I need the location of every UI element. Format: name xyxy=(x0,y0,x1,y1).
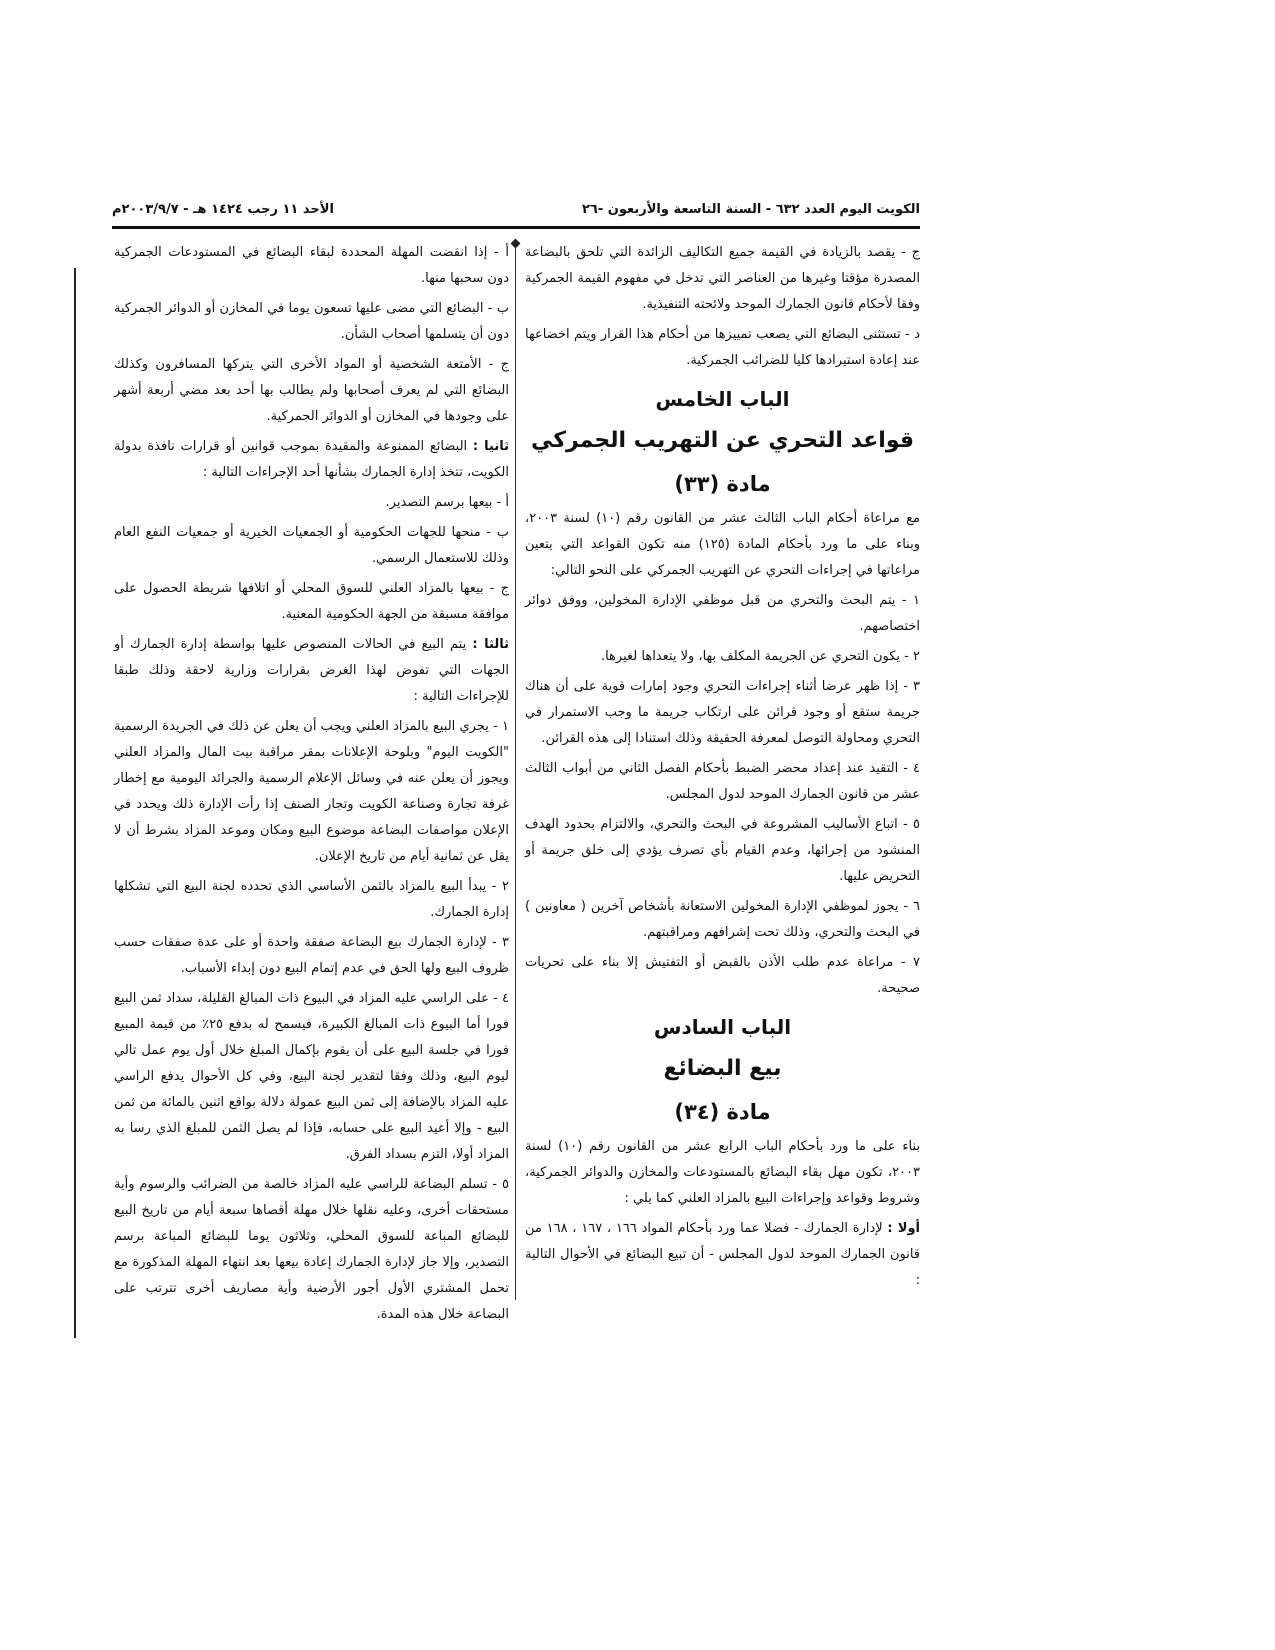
list-item: ٥ - تسلم البضاعة للراسي عليه المزاد خالصة من الضرائب والرسوم وأية مستحقات أخرى، وعليه نقلها خلال مهلة أقصاها سبعة أيام من تاريخ البيع للبضائع المباعة للسوق المحلي، وثلاثون يوما للبضائع المباعة برسم التصدير، وإلا جاز لإدارة الجمارك إعادة بيعها بعد انتهاء المهلة المذكورة مع تحمل المشتري الأول أجور الأرضية وأية مصاريف أخرى تترتب على البضاعة خلال هذه المدة. xyxy=(114,1177,509,1322)
paragraph xyxy=(525,1216,920,1294)
left-column xyxy=(114,240,509,1332)
list-item: ب - منحها للجهات الحكومية أو الجمعيات الخيرية أو جمعيات النفع العام وذلك للاستعمال الرسمي. xyxy=(114,525,509,566)
section-label: ثالثا : xyxy=(472,637,509,652)
right-column xyxy=(525,240,920,1298)
list-item: أ - إذا انقضت المهلة المحددة لبقاء البضائع في المستودعات الجمركية دون سحبها منها. xyxy=(114,245,509,286)
paragraph: بناء على ما ورد بأحكام الباب الرابع عشر من القانون رقم (١٠) لسنة ٢٠٠٣، تكون مهل بقاء البضائع بالمستودعات والمخازن والدوائر الجمركية، وشروط وقواعد وإجراءات البيع بالمزاد العلني كما يلي : xyxy=(525,1139,920,1206)
paragraph xyxy=(114,632,509,710)
section-text: يتم البيع في الحالات المنصوص عليها بواسطة إدارة الجمارك أو الجهات التي تفوض لهذا الغرض بقرارات وزارية لاحقة وذلك طبقا للإجراءات التالية : xyxy=(114,637,509,704)
list-item: أ - بيعها برسم التصدير. xyxy=(385,495,509,510)
paragraph: مع مراعاة أحكام الباب الثالث عشر من القانون رقم (١٠) لسنة ٢٠٠٣، وبناء على ما ورد بأحكام المادة (١٢٥) منه تكون القواعد التي يتعين مراعاتها في إجراءات التحري عن التهريب الجمركي على النحو التالي: xyxy=(525,511,920,578)
list-item: ج - الأمتعة الشخصية أو المواد الأخرى التي يتركها المسافرون وكذلك البضائع التي لم يعرف أصحابها ولم يطالب بها أحد بعد مضي أربعة أشهر على وجودها في المخازن أو الدوائر الجمركية. xyxy=(114,357,509,424)
list-item: ٤ - التقيد عند إعداد محضر الضبط بأحكام الفصل الثاني من أبواب الثالث عشر من قانون الجمارك الموحد لدول المجلس. xyxy=(525,761,920,802)
section-label: أولا : xyxy=(887,1221,920,1236)
scan-edge-line xyxy=(74,268,76,1338)
list-item: ٢ - يكون التحري عن الجريمة المكلف بها، ولا يتعداها لغيرها. xyxy=(600,649,920,664)
list-item: ٣ - إذا ظهر عرضا أثناء إجراءات التحري وجود إمارات قوية على أن هناك جريمة ستقع أو وجود قرائن على ارتكاب جريمة ما وجب الاستمرار في التحري ومحاولة التوصل لمعرفة الحقيقة وذلك استنادا إلى هذه القرائن. xyxy=(525,679,920,746)
paragraph: ج - يقصد بالزيادة في القيمة جميع التكاليف الزائدة التي تلحق بالبضاعة المصدرة مؤقتا وغيرها من العناصر التي تدخل في مفهوم القيمة الجمركية وفقا لأحكام قانون الجمارك الموحد ولائحته التنفيذية. xyxy=(525,245,920,312)
section-text: لإدارة الجمارك - فضلا عما ورد بأحكام المواد ١٦٦ ، ١٦٧ ، ١٦٨ من قانون الجمارك الموحد لدول المجلس - أن تبيع البضائع في الأحوال التالية : xyxy=(525,1221,920,1288)
list-item: ٣ - لإدارة الجمارك بيع البضاعة صفقة واحدة أو على عدة صفقات حسب ظروف البيع ولها الحق في عدم إتمام البيع دون إبداء الأسباب. xyxy=(114,935,509,976)
list-item: ٥ - اتباع الأساليب المشروعة في البحث والتحري، والالتزام بحدود الهدف المنشود من إجرائها، وعدم القيام بأي تصرف يؤدي إلى خلق جريمة أو التحريض عليها. xyxy=(525,817,920,884)
section-text: البضائع الممنوعة والمقيدة بموجب قوانين أو قرارات نافذة بدولة الكويت، تتخذ إدارة الجمارك بشأنها أحد الإجراءات التالية : xyxy=(114,439,509,480)
chapter-heading: الباب السادس xyxy=(653,1015,792,1039)
list-item: ١ - يجري البيع بالمزاد العلني ويجب أن يعلن عن ذلك في الجريدة الرسمية "الكويت اليوم" وبلوحة الإعلانات بمقر مراقبة بيت المال والمزاد العلني ويجوز أن يعلن عنه في وسائل الإعلام الرسمية والجرائد اليومية مع إخطار غرفة تجارة وصناعة الكويت وتجار الصنف إذا رأت الإدارة ذلك ويحدد في الإعلان مواصفات البضاعة موضوع البيع ومكان وموعد المزاد بشرط أن لا يقل عن ثمانية أيام من تاريخ الإعلان. xyxy=(114,719,509,864)
issue-date-line: الأحد ١١ رجب ١٤٢٤ هـ - ٢٠٠٣/٩/٧م xyxy=(112,202,334,217)
list-item: ب - البضائع التي مضى عليها تسعون يوما في المخازن أو الدوائر الجمركية دون أن يتسلمها أصحاب الشأن. xyxy=(114,301,509,342)
chapter-heading: الباب الخامس xyxy=(655,387,790,411)
gazette-issue-line: الكويت اليوم العدد ٦٣٢ - السنة التاسعة والأربعون -٢٦ xyxy=(581,202,920,217)
list-item: ج - بيعها بالمزاد العلني للسوق المحلي أو اتلافها شريطة الحصول على موافقة مسبقة من الجهة الحكومية المعنية. xyxy=(114,581,509,622)
paragraph xyxy=(114,434,509,486)
list-item: ١ - يتم البحث والتحري من قبل موظفي الإدارة المخولين، ووفق دوائر اختصاصهم. xyxy=(525,593,920,634)
list-item: ٦ - يجوز لموظفي الإدارة المخولين الاستعانة بأشخاص آخرين ( معاونين ) في البحث والتحري، وذلك تحت إشرافهم ومراقبتهم. xyxy=(525,899,920,940)
gazette-header xyxy=(112,200,920,229)
section-label: ثانيا : xyxy=(472,439,509,454)
chapter-title: قواعد التحري عن التهريب الجمركي xyxy=(530,428,915,453)
divider-marker xyxy=(511,239,521,249)
article-heading: مادة (٣٤) xyxy=(674,1100,771,1124)
list-item: ٤ - على الراسي عليه المزاد في البيوع ذات المبالغ القليلة، سداد ثمن البيع فورا أما البيوع ذات المبالغ الكبيرة، فيسمح له بدفع ٢٥٪ من قيمة المبيع فورا في جلسة البيع على أن يقوم بإكمال المبلغ خلال أول يوم عمل تالي ليوم البيع، وذلك وفقا لتقدير لجنة البيع، وفي كل الأحوال يدفع الراسي عليه المزاد بالإضافة إلى ثمن البيع عمولة دلالة بواقع اثنين بالمائة من ثمن البيع - وإلا أعيد البيع على حسابه، فإذا لم يصل الثمن للمبلغ الذي رسا به المزاد أولا، التزم بسداد الفرق. xyxy=(114,991,509,1162)
paragraph: د - تستثنى البضائع التي يصعب تمييزها من أحكام هذا القرار ويتم اخضاعها عند إعادة استيرادها كليا للضرائب الجمركية. xyxy=(525,327,920,368)
article-heading: مادة (٣٣) xyxy=(674,472,771,496)
list-item: ٢ - يبدأ البيع بالمزاد بالثمن الأساسي الذي تحدده لجنة البيع التي تشكلها إدارة الجمارك. xyxy=(114,879,509,920)
column-divider xyxy=(515,240,516,1300)
chapter-title: بيع البضائع xyxy=(663,1056,782,1081)
list-item: ٧ - مراعاة عدم طلب الأذن بالقبض أو التفتيش إلا بناء على تحريات صحيحة. xyxy=(525,955,920,996)
